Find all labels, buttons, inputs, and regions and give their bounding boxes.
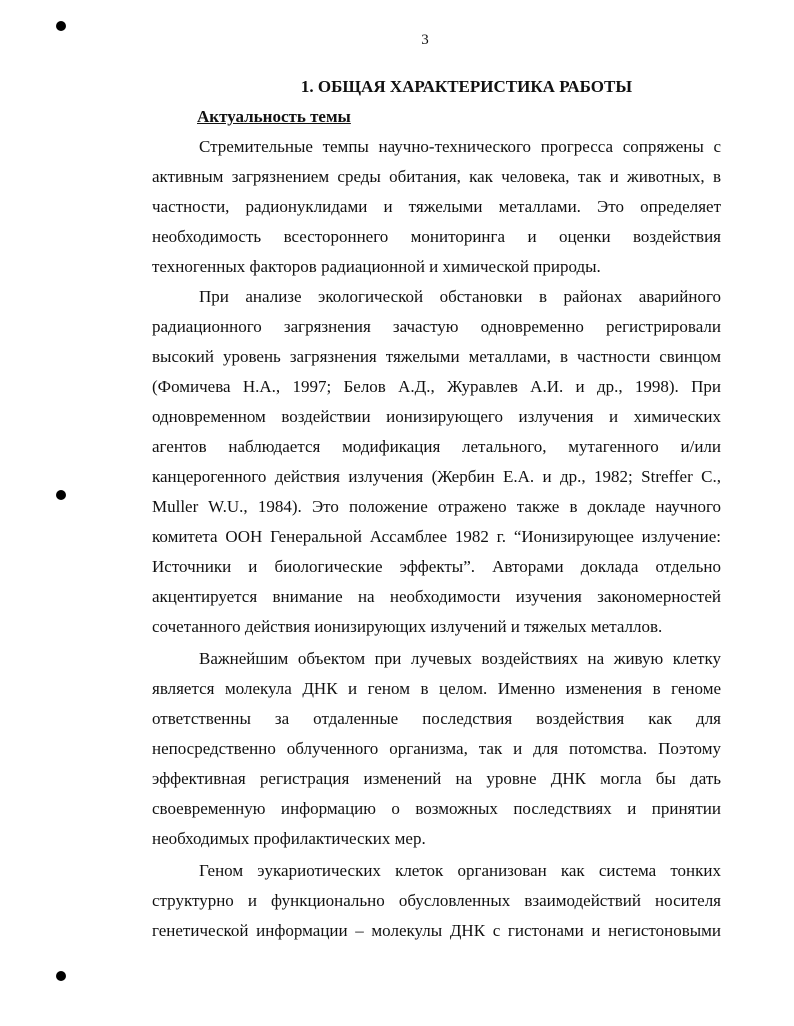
text-line: Важнейшим объектом при лучевых воздействиях на живую клетку bbox=[199, 649, 721, 668]
text-line: Muller W.U., 1984). Это положение отражено также в докладе научного bbox=[152, 497, 721, 516]
text-line: Стремительные темпы научно-технического прогресса сопряжены с bbox=[199, 137, 721, 156]
text-line: Геном эукариотических клеток организован как система тонких bbox=[199, 861, 721, 880]
text-line: частности, радионуклидами и тяжелыми металлами. Это определяет bbox=[152, 197, 721, 216]
page-number: 3 bbox=[421, 32, 429, 48]
document-body bbox=[152, 72, 721, 946]
text-line: активным загрязнением среды обитания, как человека, так и животных, в bbox=[152, 167, 721, 186]
paragraph-relevance-1 bbox=[152, 132, 721, 282]
text-line: агентов наблюдается модификация летального, мутагенного и/или bbox=[152, 437, 721, 456]
text-line: Источники и биологические эффекты”. Авторами доклада отдельно bbox=[152, 557, 721, 576]
paragraph-relevance-4 bbox=[152, 856, 721, 946]
text-line: одновременном воздействии ионизирующего излучения и химических bbox=[152, 407, 721, 426]
text-line: комитета ООН Генеральной Ассамблее 1982 г. “Ионизирующее излучение: bbox=[152, 527, 721, 546]
text-line: непосредственно облученного организма, так и для потомства. Поэтому bbox=[152, 739, 721, 758]
text-line: эффективная регистрация изменений на уровне ДНК могла бы дать bbox=[152, 769, 721, 788]
text-line: радиационного загрязнения зачастую одновременно регистрировали bbox=[152, 317, 721, 336]
text-line: техногенных факторов радиационной и химической природы. bbox=[152, 257, 601, 276]
text-line: является молекула ДНК и геном в целом. Именно изменения в геноме bbox=[152, 679, 721, 698]
punch-hole-mark bbox=[56, 971, 66, 981]
text-line: структурно и функционально обусловленных взаимодействий носителя bbox=[152, 891, 721, 910]
punch-hole-mark bbox=[56, 21, 66, 31]
text-line: генетической информации – молекулы ДНК с гистонами и негистоновыми bbox=[152, 921, 721, 940]
text-line: необходимость всестороннего мониторинга и оценки воздействия bbox=[152, 227, 721, 246]
text-line: акцентируется внимание на необходимости изучения закономерностей bbox=[152, 587, 721, 606]
text-line: (Фомичева Н.А., 1997; Белов А.Д., Журавлев А.И. и др., 1998). При bbox=[152, 377, 721, 396]
text-line: необходимых профилактических мер. bbox=[152, 829, 426, 848]
text-line: высокий уровень загрязнения тяжелыми металлами, в частности свинцом bbox=[152, 347, 721, 366]
punch-hole-mark bbox=[56, 490, 66, 500]
text-line: ответственны за отдаленные последствия воздействия как для bbox=[152, 709, 721, 728]
text-line: При анализе экологической обстановки в районах аварийного bbox=[199, 287, 721, 306]
paragraph-relevance-3 bbox=[152, 644, 721, 854]
text-line: своевременную информацию о возможных последствиях и принятии bbox=[152, 799, 721, 818]
text-line: канцерогенного действия излучения (Жербин Е.А. и др., 1982; Streffer C., bbox=[152, 467, 721, 486]
section-title: 1. ОБЩАЯ ХАРАКТЕРИСТИКА РАБОТЫ bbox=[300, 77, 633, 96]
text-line: сочетанного действия ионизирующих излучений и тяжелых металлов. bbox=[152, 617, 663, 636]
subsection-title: Актуальность темы bbox=[197, 107, 351, 126]
paragraph-relevance-2 bbox=[152, 282, 721, 642]
